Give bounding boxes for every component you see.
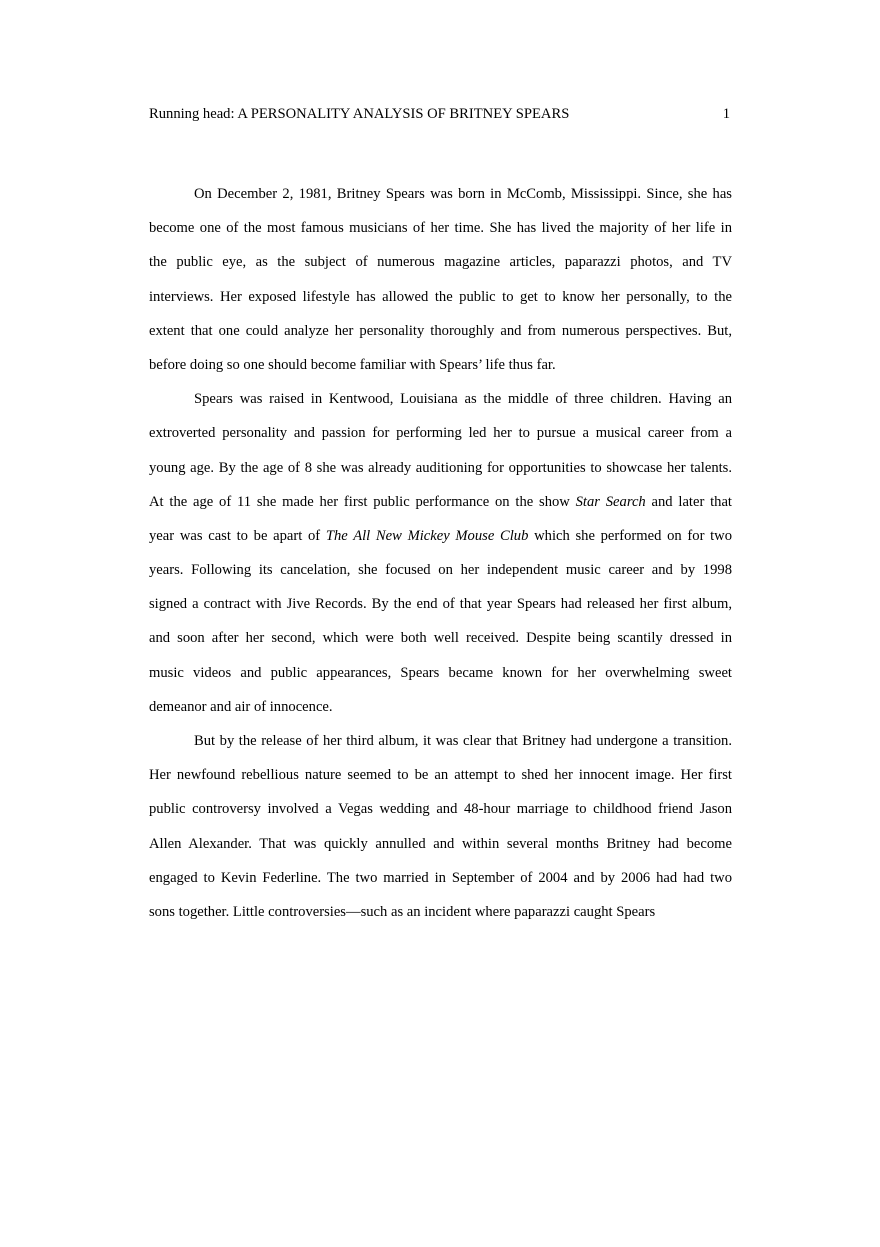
paragraph-3-line: engaged to Kevin Federline. The two married in September of 2004 and by 2006 had had two xyxy=(149,869,732,886)
paragraph-2-line: years. Following its cancelation, she focused on her independent music career and by 1998 xyxy=(149,562,732,579)
line-text: year was cast to be apart of xyxy=(149,527,326,544)
show-title-star-search: Star Search xyxy=(575,493,646,510)
paragraph-1-line: extent that one could analyze her personality thoroughly and from numerous perspectives. But, xyxy=(149,322,732,339)
show-title-mickey-mouse-club: The All New Mickey Mouse Club xyxy=(325,527,529,544)
paragraph-3-line: public controversy involved a Vegas wedding and 48-hour marriage to childhood friend Jason xyxy=(149,801,732,818)
paragraph-3-line: sons together. Little controversies—such as an incident where paparazzi caught Spears xyxy=(149,903,656,920)
paragraph-2-line: signed a contract with Jive Records. By the end of that year Spears had released her first album, xyxy=(149,596,732,613)
paragraph-1-line: interviews. Her exposed lifestyle has allowed the public to get to know her personally, to the xyxy=(149,288,732,305)
line-text: which she performed on for two xyxy=(528,527,733,544)
paragraph-2-line: music videos and public appearances, Spears became known for her overwhelming sweet xyxy=(149,664,732,681)
page-number: 1 xyxy=(722,106,730,122)
paragraph-2-line: young age. By the age of 8 she was already auditioning for opportunities to showcase her talents. xyxy=(149,459,732,476)
paragraph-2-line: demeanor and air of innocence. xyxy=(149,698,333,715)
paragraph-1-line: the public eye, as the subject of numerous magazine articles, paparazzi photos, and TV xyxy=(149,254,732,271)
paragraph-2-line xyxy=(149,526,732,560)
paragraph-2-line: and soon after her second, which were both well received. Despite being scantily dressed in xyxy=(149,630,732,647)
paragraph-3-line: But by the release of her third album, it was clear that Britney had undergone a transition. xyxy=(194,733,732,749)
document-body xyxy=(149,184,732,936)
page-header xyxy=(149,106,730,126)
paragraph-3-line: Her newfound rebellious nature seemed to be an attempt to shed her innocent image. Her first xyxy=(149,767,732,784)
paragraph-3-line: Allen Alexander. That was quickly annulled and within several months Britney had become xyxy=(149,835,732,852)
line-text: and later that xyxy=(645,493,732,510)
running-head: Running head: A PERSONALITY ANALYSIS OF BRITNEY SPEARS xyxy=(149,106,570,122)
paragraph-1-line: become one of the most famous musicians of her time. She has lived the majority of her life in xyxy=(149,220,732,237)
line-text: At the age of 11 she made her first public performance on the show xyxy=(149,493,576,510)
paragraph-2-line: Spears was raised in Kentwood, Louisiana as the middle of three children. Having an xyxy=(194,391,732,408)
paragraph-1-line: On December 2, 1981, Britney Spears was born in McComb, Mississippi. Since, she has xyxy=(194,186,732,202)
paragraph-2-line: extroverted personality and passion for performing led her to pursue a musical career from a xyxy=(149,425,732,442)
paragraph-2-line xyxy=(149,492,732,526)
paragraph-1-line: before doing so one should become familiar with Spears’ life thus far. xyxy=(149,356,556,373)
